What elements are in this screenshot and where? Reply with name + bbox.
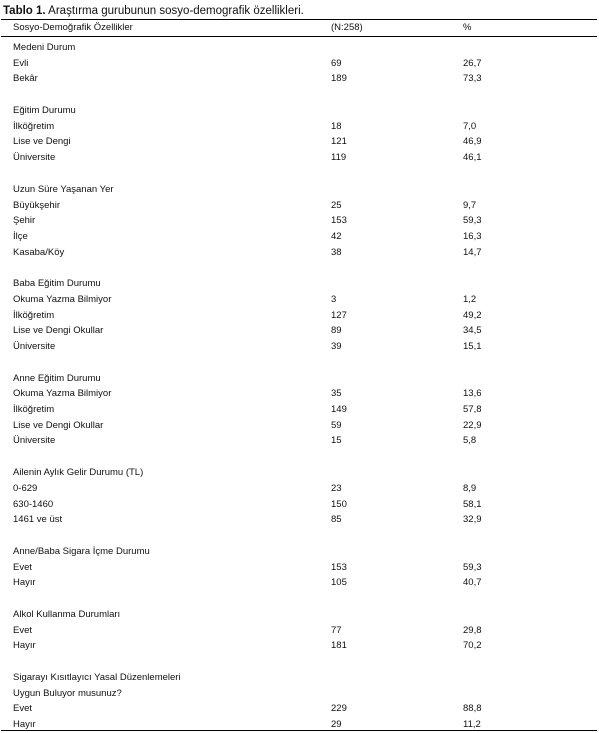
row-percent: 88,8 <box>463 703 482 715</box>
row-count: 85 <box>331 514 342 526</box>
row-label: İlköğretim <box>13 120 55 132</box>
group-heading: Sigarayı Kısıtlayıcı Yasal Düzenlemeleri <box>13 672 181 683</box>
table-caption-text: Araştırma gurubunun sosyo-demografik özellikleri. <box>45 5 304 17</box>
row-label: Lise ve Dengi <box>13 136 71 148</box>
row-percent: 57,8 <box>463 404 482 416</box>
row-percent: 7,0 <box>463 120 477 132</box>
table-header-rule <box>1 36 597 37</box>
row-percent: 73,3 <box>463 73 482 85</box>
row-percent: 13,6 <box>463 388 482 400</box>
group-heading-row <box>0 607 599 623</box>
row-label: Lise ve Dengi Okullar <box>13 419 104 431</box>
table-row <box>0 623 599 639</box>
row-label: Şehir <box>13 215 36 227</box>
group-heading: Uzun Süre Yaşanan Yer <box>13 183 114 195</box>
row-count: 39 <box>331 341 342 352</box>
table-row <box>0 71 599 87</box>
row-percent: 11,2 <box>463 719 481 731</box>
table-row <box>0 575 599 591</box>
group-heading-row <box>0 686 599 702</box>
row-label: Evet <box>13 703 33 715</box>
row-count: 105 <box>331 577 347 589</box>
row-label: Evet <box>13 561 33 573</box>
group-heading-row <box>0 670 599 686</box>
group-heading: Uygun Buluyor musunuz? <box>13 687 122 699</box>
row-label: Büyükşehir <box>13 199 60 211</box>
group-heading: Ailenin Aylık Gelir Durumu (TL) <box>13 467 144 479</box>
row-percent: 34,5 <box>463 325 482 337</box>
table-row <box>0 292 599 308</box>
row-percent: 1,2 <box>463 293 477 305</box>
row-count: 25 <box>331 199 342 211</box>
table-row <box>0 339 599 355</box>
group-heading: Medeni Durum <box>13 42 76 53</box>
row-count: 189 <box>331 73 347 85</box>
row-percent: 59,3 <box>463 215 482 227</box>
table-row <box>0 308 599 324</box>
table-row <box>0 229 599 245</box>
row-percent: 46,1 <box>463 152 482 164</box>
table-row <box>0 323 599 339</box>
table-row <box>0 213 599 229</box>
row-count: 119 <box>331 152 347 164</box>
row-label: Evet <box>13 624 33 636</box>
table-row <box>0 198 599 214</box>
row-label: İlköğretim <box>13 404 55 416</box>
row-label: Okuma Yazma Bilmiyor <box>13 293 112 305</box>
table-row <box>0 433 599 449</box>
row-count: 38 <box>331 246 342 258</box>
row-count: 127 <box>331 309 347 321</box>
row-count: 29 <box>331 719 342 731</box>
row-count: 77 <box>331 624 342 636</box>
row-percent: 22,9 <box>463 419 482 431</box>
group-heading: Eğitim Durumu <box>13 105 76 117</box>
header-count: (N:258) <box>331 22 363 33</box>
group-heading-row <box>0 371 599 387</box>
row-label: Üniversite <box>13 152 56 164</box>
row-percent: 5,8 <box>463 435 477 447</box>
row-label: Okuma Yazma Bilmiyor <box>13 388 112 400</box>
row-label: 0-629 <box>13 482 38 494</box>
table-row <box>0 560 599 576</box>
row-count: 23 <box>331 482 342 494</box>
row-percent: 70,2 <box>463 640 482 652</box>
row-percent: 32,9 <box>463 514 482 526</box>
row-label: Kasaba/Köy <box>13 246 65 258</box>
table-row <box>0 497 599 513</box>
group-heading-row <box>0 182 599 198</box>
row-label: İlçe <box>13 230 28 242</box>
row-percent: 26,7 <box>463 57 482 69</box>
table-row <box>0 701 599 717</box>
table-row <box>0 418 599 434</box>
row-percent: 46,9 <box>463 136 482 148</box>
table-row <box>0 386 599 402</box>
row-percent: 49,2 <box>463 309 482 321</box>
row-percent: 59,3 <box>463 561 482 573</box>
row-label: 630-1460 <box>13 498 54 510</box>
table-row <box>0 119 599 135</box>
row-count: 229 <box>331 703 347 715</box>
group-heading: Anne/Baba Sigara İçme Durumu <box>13 545 150 557</box>
row-label: Bekâr <box>13 73 38 85</box>
row-count: 69 <box>331 57 342 69</box>
row-count: 121 <box>331 136 347 148</box>
header-percent: % <box>463 22 472 33</box>
table-row <box>0 56 599 72</box>
row-percent: 9,7 <box>463 199 477 211</box>
table-row <box>0 638 599 654</box>
row-count: 153 <box>331 215 347 227</box>
table-row <box>0 134 599 150</box>
table-caption-label: Tablo 1. <box>3 5 46 17</box>
group-heading-row <box>0 465 599 481</box>
row-percent: 8,9 <box>463 482 477 494</box>
group-heading: Anne Eğitim Durumu <box>13 372 101 384</box>
row-label: Evli <box>13 57 29 69</box>
row-percent: 14,7 <box>463 246 482 258</box>
table-row <box>0 245 599 261</box>
row-count: 42 <box>331 230 342 242</box>
row-count: 15 <box>331 435 342 447</box>
row-count: 153 <box>331 561 347 573</box>
row-label: Lise ve Dengi Okullar <box>13 325 104 337</box>
table-row <box>0 512 599 528</box>
row-percent: 16,3 <box>463 230 482 242</box>
row-label: Hayır <box>13 577 36 589</box>
row-percent: 15,1 <box>463 341 482 352</box>
table-body <box>0 40 599 733</box>
table-row <box>0 150 599 166</box>
table-caption <box>3 4 304 18</box>
row-label: Hayır <box>13 719 36 731</box>
row-count: 150 <box>331 498 347 510</box>
group-heading-row <box>0 103 599 119</box>
row-count: 35 <box>331 388 342 400</box>
group-heading: Baba Eğitim Durumu <box>13 278 101 290</box>
table-row <box>0 481 599 497</box>
row-label: Üniversite <box>13 341 56 352</box>
row-percent: 40,7 <box>463 577 482 589</box>
group-heading: Alkol Kullanma Durumları <box>13 608 121 620</box>
group-heading-row <box>0 276 599 292</box>
group-heading-row <box>0 544 599 560</box>
row-count: 149 <box>331 404 347 416</box>
row-count: 89 <box>331 325 342 337</box>
row-percent: 29,8 <box>463 624 482 636</box>
row-label: Hayır <box>13 640 36 652</box>
header-characteristics: Sosyo-Demoğrafik Özellikler <box>13 22 133 33</box>
row-percent: 58,1 <box>463 498 482 510</box>
row-label: 1461 ve üst <box>13 514 63 526</box>
group-heading-row <box>0 40 599 56</box>
table-top-rule <box>1 19 597 20</box>
row-label: Üniversite <box>13 435 56 447</box>
row-count: 59 <box>331 419 342 431</box>
table-row <box>0 402 599 418</box>
row-count: 18 <box>331 120 342 132</box>
row-count: 181 <box>331 640 347 652</box>
row-label: İlköğretim <box>13 309 55 321</box>
row-count: 3 <box>331 293 337 305</box>
